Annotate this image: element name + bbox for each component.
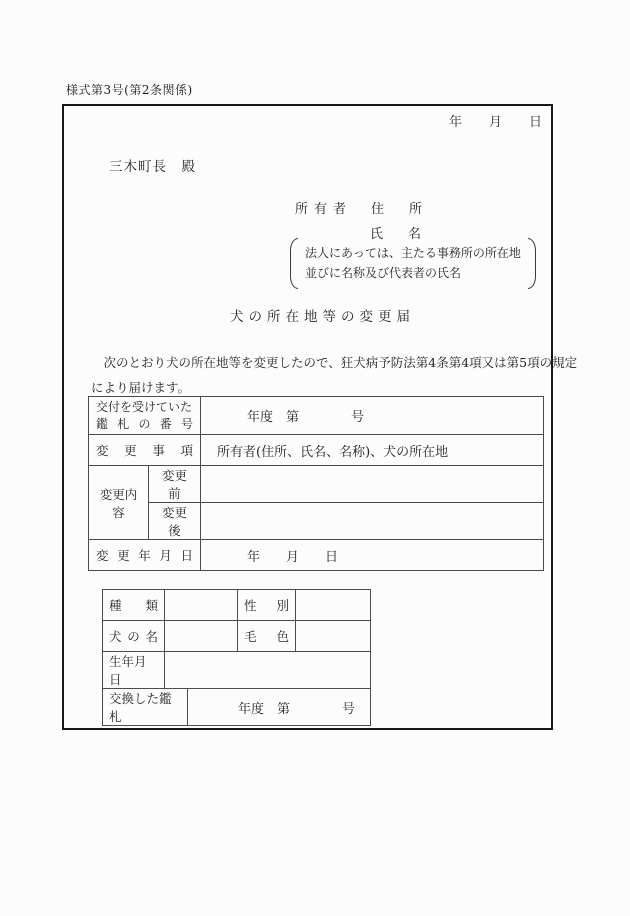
form-border-box <box>62 104 578 730</box>
date-day-label: 日 <box>528 115 542 130</box>
change-content-label-cell: 変更内容 <box>89 466 149 540</box>
corporate-note-line2: 並びに名称及び代表者の氏名 <box>305 266 462 280</box>
bracket-right-icon <box>528 238 536 289</box>
dog-info-table <box>102 589 371 726</box>
license-number-label-line1: 交付を受けていた <box>96 399 193 414</box>
owner-name-line: 氏 名 <box>370 227 428 242</box>
exchanged-license-value-cell: 年度 第 号 <box>188 689 371 726</box>
after-change-value-cell <box>201 503 544 540</box>
body-paragraph-line2: により届けます。 <box>91 380 191 395</box>
table-row <box>103 652 371 689</box>
body-paragraph-line1: 次のとおり犬の所在地等を変更したので、狂犬病予防法第4条第4項又は第5項の規定 <box>91 355 578 370</box>
coat-color-label-cell: 毛色 <box>238 621 296 652</box>
after-change-label-cell: 変更後 <box>149 503 201 540</box>
license-number-label-cell <box>89 397 201 435</box>
birth-date-value-cell <box>165 652 371 689</box>
form-title: 犬の所在地等の変更届 <box>230 309 415 325</box>
addressee-line: 三木町長 殿 <box>109 159 196 175</box>
table-row <box>89 503 544 540</box>
change-date-label-cell: 変更年月日 <box>89 540 201 571</box>
body-paragraph <box>91 350 577 400</box>
before-change-label-cell: 変更前 <box>149 466 201 503</box>
form-number-caption: 様式第3号(第2条関係) <box>66 83 193 97</box>
table-row <box>89 466 544 503</box>
table-row <box>103 590 371 621</box>
table-row <box>103 621 371 652</box>
table-row <box>103 689 371 726</box>
breed-label-cell: 種類 <box>103 590 165 621</box>
bracket-left-icon <box>290 238 298 289</box>
dog-name-value-cell <box>165 621 238 652</box>
date-year-label: 年 <box>448 115 462 130</box>
date-month-label: 月 <box>488 115 502 130</box>
change-item-label-cell: 変更事項 <box>89 435 201 466</box>
corporate-note-line1: 法人にあっては、主たる事務所の所在地 <box>305 246 521 260</box>
corporate-note <box>290 238 536 289</box>
table-row <box>89 540 544 571</box>
corporate-note-text <box>298 238 528 289</box>
change-date-value-cell: 年 月 日 <box>201 540 544 571</box>
sex-value-cell <box>296 590 371 621</box>
exchanged-license-label-cell: 交換した鑑札 <box>103 689 188 726</box>
license-number-value-cell: 年度 第 号 <box>201 397 544 435</box>
owner-address-line: 所有者 住 所 <box>295 202 429 217</box>
birth-date-label-cell: 生年月日 <box>103 652 165 689</box>
change-table <box>88 396 544 571</box>
sex-label-cell: 性別 <box>238 590 296 621</box>
license-number-label-line2: 鑑札の番号 <box>96 416 194 431</box>
dog-name-label-cell: 犬の名 <box>103 621 165 652</box>
breed-value-cell <box>165 590 238 621</box>
table-row <box>89 397 544 435</box>
before-change-value-cell <box>201 466 544 503</box>
change-item-value-cell: 所有者(住所、氏名、名称)、犬の所在地 <box>201 435 544 466</box>
coat-color-value-cell <box>296 621 371 652</box>
table-row <box>89 435 544 466</box>
date-line <box>449 111 542 130</box>
